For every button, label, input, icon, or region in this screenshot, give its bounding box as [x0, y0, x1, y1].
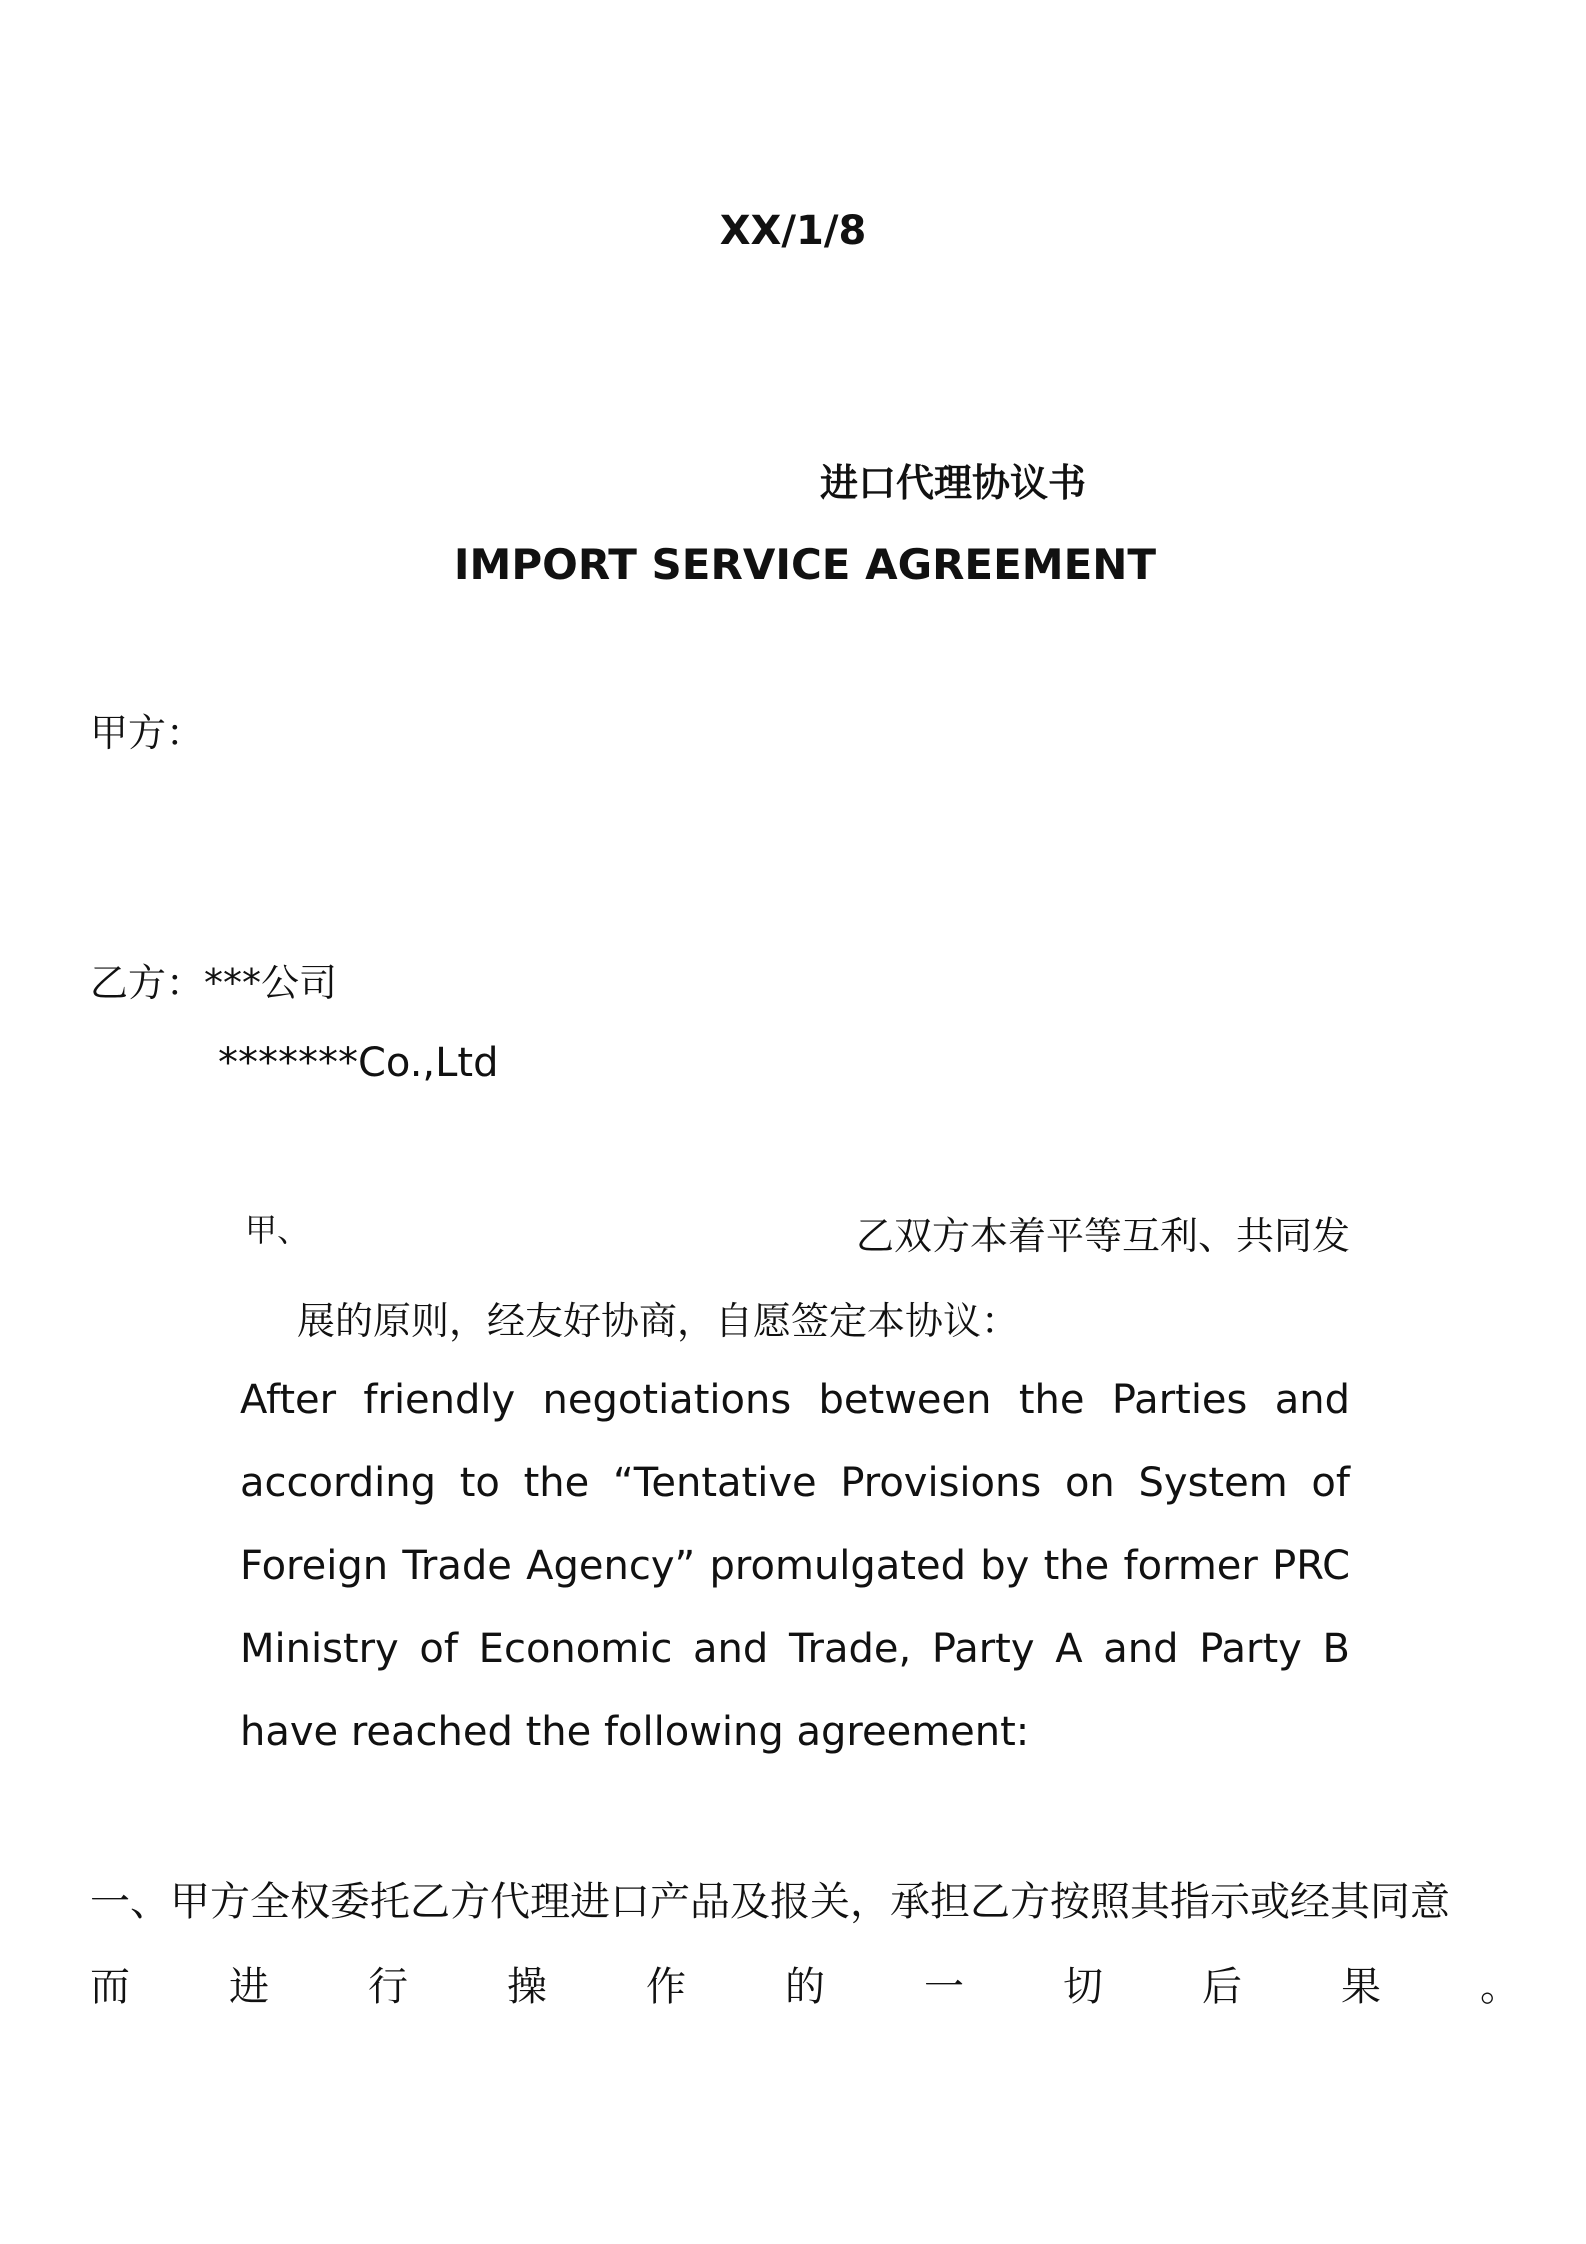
clause-1-char: 一	[924, 1964, 964, 2010]
clause-1-char: 。	[1480, 1964, 1520, 2010]
clause-1-line-2	[90, 1955, 1520, 2012]
english-preamble-line: Ministry of Economic and Trade, Party A and Party B	[240, 1626, 1350, 1672]
clause-1-char: 行	[368, 1964, 408, 2010]
english-preamble	[240, 1370, 1350, 1785]
party-b-english-name: *******Co.,Ltd	[218, 1040, 499, 1086]
clause-1-char: 作	[646, 1964, 686, 2010]
title-english: IMPORT SERVICE AGREEMENT	[453, 540, 1157, 589]
party-b-label: 乙方：***公司	[90, 961, 338, 1005]
english-preamble-line: Foreign Trade Agency” promulgated by the former PRC	[240, 1543, 1350, 1589]
preamble-line-1	[245, 1205, 1350, 1258]
preamble-line-1-left: 甲、	[245, 1211, 310, 1249]
document-date: XX/1/8	[719, 208, 867, 254]
clause-1-line-1: 一、甲方全权委托乙方代理进口产品及报关，承担乙方按照其指示或经其同意	[90, 1879, 1450, 1925]
title-chinese: 进口代理协议书	[820, 461, 1087, 505]
clause-1-char: 的	[785, 1964, 825, 2010]
clause-1-char: 后	[1202, 1964, 1242, 2010]
clause-1-char: 而	[90, 1964, 130, 2010]
preamble-line-1-right: 乙双方本着平等互利、共同发	[855, 1214, 1350, 1258]
clause-1-char: 进	[229, 1964, 269, 2010]
english-preamble-line: according to the “Tentative Provisions on System of	[240, 1460, 1350, 1506]
clause-1-char: 操	[507, 1964, 547, 2010]
clause-1-char: 切	[1063, 1964, 1103, 2010]
party-a-label: 甲方：	[90, 711, 205, 755]
preamble-line-2: 展的原则，经友好协商，自愿签定本协议：	[297, 1299, 1020, 1343]
clause-1-char: 果	[1341, 1964, 1381, 2010]
english-preamble-line: have reached the following agreement:	[240, 1709, 1030, 1755]
english-preamble-line: After friendly negotiations between the Parties and	[240, 1377, 1350, 1423]
